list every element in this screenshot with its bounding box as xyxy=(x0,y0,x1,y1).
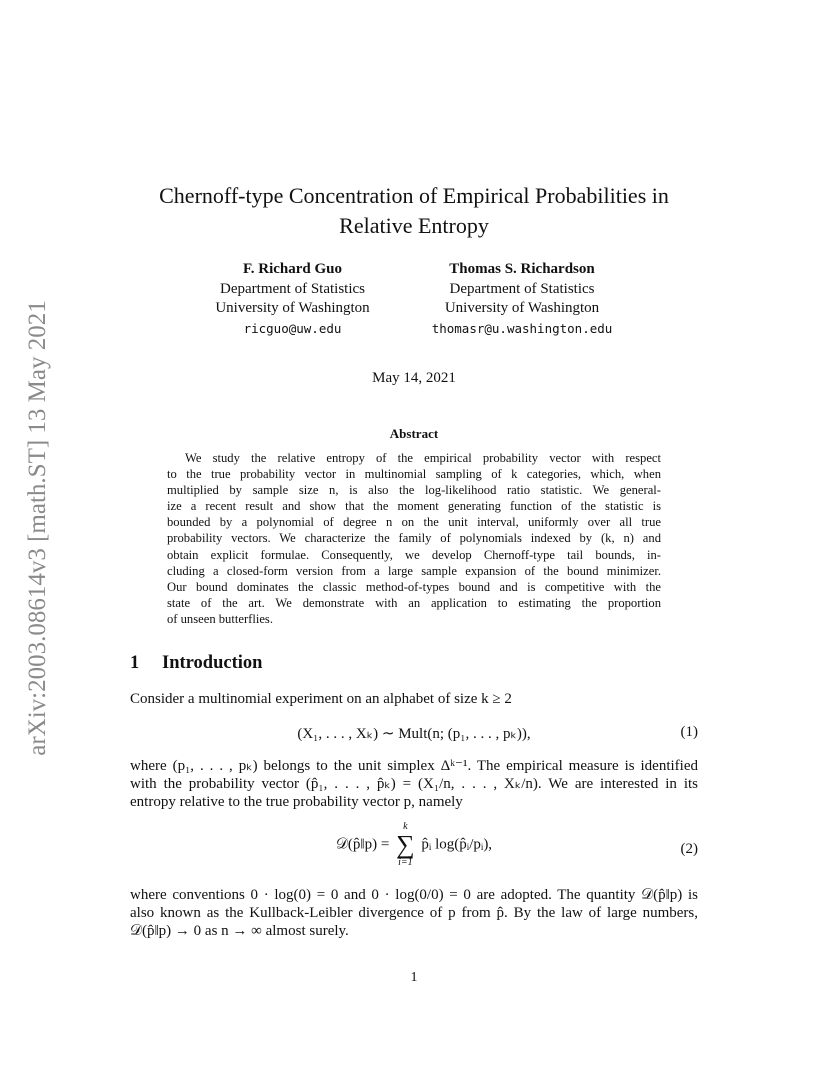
equation-body: (X₁, . . . , Xₖ) ∼ Mult(n; (p₁, . . . , pₖ)), xyxy=(297,726,531,742)
summation-symbol xyxy=(396,822,415,868)
author-block-2 xyxy=(412,260,632,338)
equation-body xyxy=(130,822,698,868)
intro-paragraph-2 xyxy=(130,757,698,811)
equation-1 xyxy=(130,724,698,744)
abstract-line: bounded by a polynomial of degree n on the unit interval, uniformly over all true xyxy=(167,515,661,530)
equation-number: (2) xyxy=(680,841,698,857)
author-affiliation: University of Washington xyxy=(215,300,370,316)
author-name: Thomas S. Richardson xyxy=(449,261,595,277)
abstract-line: Our bound dominates the classic method-of-types bound and is competitive with the xyxy=(167,579,661,594)
author-block-1 xyxy=(190,260,395,338)
section-heading xyxy=(130,653,262,674)
section-number: 1 xyxy=(130,653,140,673)
abstract-line: probability vectors. We characterize the family of polynomials indexed by (k, n) and xyxy=(167,531,661,546)
abstract-line: of unseen butterflies. xyxy=(167,611,273,626)
equation-2 xyxy=(130,822,698,874)
text-line: where (p₁, . . . , pₖ) belongs to the unit simplex Δᵏ⁻¹. The empirical measure is identified xyxy=(130,758,698,774)
abstract-line: ize a recent result and show that the moment generating function of the statistic is xyxy=(167,499,661,514)
abstract-line: obtain explicit formulae. Consequently, we develop Chernoff-type tail bounds, in- xyxy=(167,547,661,562)
title-line-2: Relative Entropy xyxy=(339,213,489,238)
equation-number: (1) xyxy=(680,724,698,740)
author-email: ricguo@uw.edu xyxy=(243,320,342,336)
text-line: where conventions 0 · log(0) = 0 and 0 · log(0/0) = 0 are adopted. The quantity 𝒟(p̂‖p) is xyxy=(130,887,698,903)
intro-paragraph-3 xyxy=(130,886,698,940)
text-line: entropy relative to the true probability vector p, namely xyxy=(130,794,463,810)
sigma-icon: ∑ xyxy=(396,830,415,859)
author-department: Department of Statistics xyxy=(220,280,365,297)
abstract-body xyxy=(167,450,661,627)
author-department: Department of Statistics xyxy=(449,280,595,297)
text-line: Consider a multinomial experiment on an alphabet of size k ≥ 2 xyxy=(130,691,512,707)
author-email: thomasr@u.washington.edu xyxy=(431,320,613,336)
text-line: with the probability vector (p̂₁, . . . , p̂ₖ) = (X₁/n, . . . , Xₖ/n). We are interested in its xyxy=(130,776,698,792)
sum-lower-limit: i=1 xyxy=(398,857,413,868)
author-name: F. Richard Guo xyxy=(242,261,343,277)
abstract-line: cluding a closed-form version from a large sample expansion of the bound minimizer. xyxy=(167,563,661,578)
sum-upper-limit: k xyxy=(403,821,408,832)
arxiv-stamp xyxy=(18,268,58,788)
paper-date: May 14, 2021 xyxy=(372,370,456,386)
page-number: 1 xyxy=(410,970,418,985)
text-line: also known as the Kullback-Leibler divergence of p from p̂. By the law of large numbers, xyxy=(130,905,698,921)
arxiv-stamp-text: arXiv:2003.08614v3 [math.ST] 13 May 2021 xyxy=(24,300,51,756)
paper-title xyxy=(120,181,708,241)
text-line: 𝒟(p̂‖p) → 0 as n → ∞ almost surely. xyxy=(130,923,349,939)
equation-rhs: p̂ᵢ log(p̂ᵢ/pᵢ), xyxy=(421,836,493,853)
abstract-line: to the true probability vector in multinomial sampling of k categories, which, when xyxy=(167,467,661,482)
intro-paragraph-1 xyxy=(130,690,698,708)
title-line-1: Chernoff-type Concentration of Empirical Probabilities in xyxy=(159,183,669,208)
section-title: Introduction xyxy=(162,653,263,673)
equation-lhs: 𝒟(p̂‖p) = xyxy=(335,836,390,853)
abstract-heading: Abstract xyxy=(389,426,439,441)
author-affiliation: University of Washington xyxy=(444,300,600,316)
abstract-line: state of the art. We demonstrate with an application to estimating the proportion xyxy=(167,595,661,610)
abstract-line: multiplied by sample size n, is also the log-likelihood ratio statistic. We general- xyxy=(167,483,661,498)
abstract-line: We study the relative entropy of the empirical probability vector with respect xyxy=(185,451,661,465)
